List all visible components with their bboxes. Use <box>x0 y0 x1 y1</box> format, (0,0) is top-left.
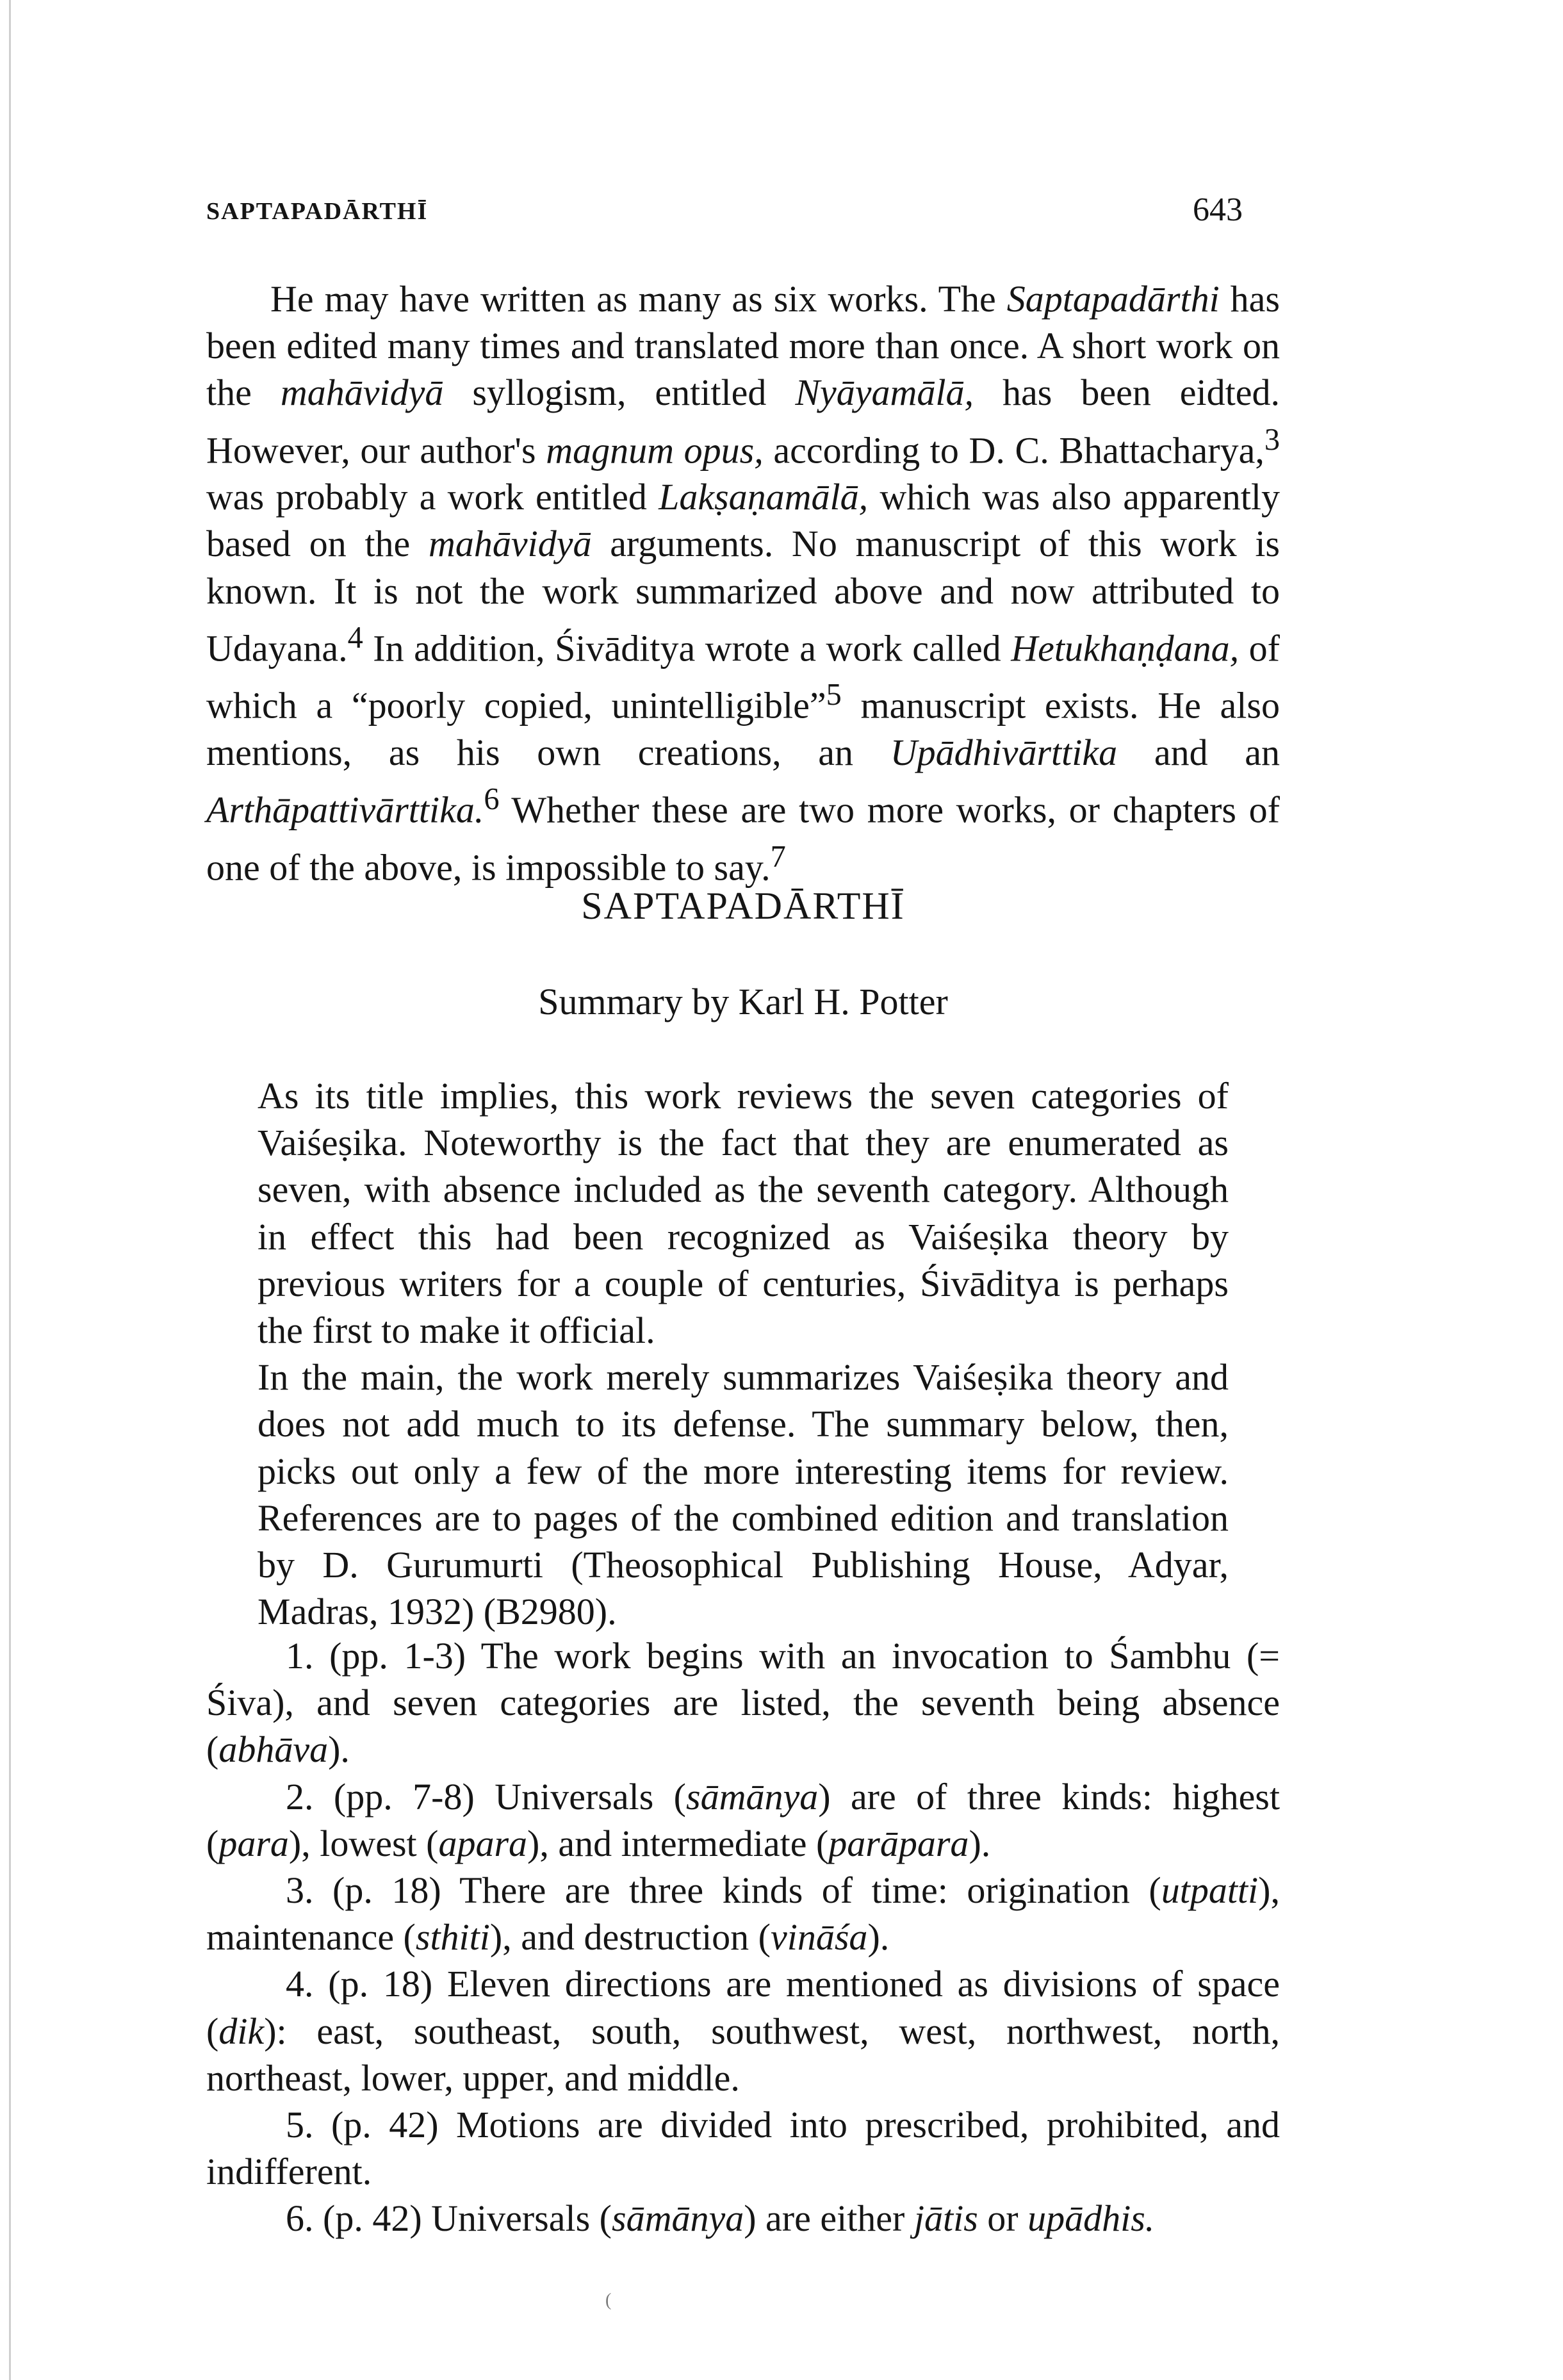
italic-term: utpatti <box>1161 1869 1259 1912</box>
italic-term: Arthāpattivārttika. <box>206 789 484 831</box>
italic-term: Hetukhaṇḍana, <box>1011 627 1240 669</box>
text-run: ) are either <box>744 2197 914 2240</box>
text-run: As its title implies, this work reviews the seven categories of Vaiśeṣika. Noteworthy is the fact that they are enumerated as seven, with absence included as the seventh category. Although in effect this had been recognized as Vaiśeṣika theory by previous writers for a couple of centuries, Śivāditya is perhaps the first to make it official. <box>258 1075 1229 1352</box>
text-run: ), maintenance ( <box>206 1869 1280 1958</box>
text-run: ), lowest ( <box>288 1822 439 1864</box>
numbered-item <box>206 1960 1280 2101</box>
summary-paragraph <box>258 1072 1229 1354</box>
text-run: 6. (p. 42) Universals ( <box>286 2197 612 2240</box>
text-run: ). <box>969 1822 991 1864</box>
footnote-marker: 3 <box>1264 422 1280 457</box>
italic-term: jātis <box>913 2197 978 2240</box>
italic-term: abhāva <box>218 1728 329 1771</box>
text-run: of which a “poorly copied, unintelligible” <box>206 627 1280 726</box>
text-run: manuscript exists. He also mentions, as his own creations, an <box>206 684 1280 773</box>
summary-paragraph <box>258 1354 1229 1635</box>
footer-mark: ( <box>605 2290 612 2310</box>
italic-term: Nyāyamālā, <box>795 372 974 414</box>
italic-term: sāmānya <box>612 2197 744 2240</box>
text-run: has been edited many times and translated more than once. A short work on the <box>206 278 1280 414</box>
italic-term: upādhis. <box>1027 2197 1155 2240</box>
italic-term: sāmānya <box>686 1775 819 1818</box>
text-run: according to D. C. Bhattacharya, <box>763 429 1264 471</box>
italic-term: para <box>218 1822 289 1864</box>
italic-term: Lakṣaṇamālā, <box>659 476 869 518</box>
intro-paragraph <box>206 275 1280 890</box>
numbered-item <box>206 1773 1280 1867</box>
text-run: has been eidted. However, our author's <box>206 372 1281 471</box>
text-run: arguments. No manuscript of this work is known. It is not the work summarized above and now attributed to Udayana. <box>206 523 1280 669</box>
text-run: ). <box>867 1916 890 1958</box>
text-run: 3. (p. 18) There are three kinds of time: origination ( <box>286 1869 1161 1912</box>
text-run: 4. (p. 18) Eleven directions are mentioned as divisions of space ( <box>206 1963 1280 2052</box>
numbered-item <box>206 2195 1280 2242</box>
footnote-marker: 7 <box>770 839 786 874</box>
text-run: or <box>978 2197 1028 2240</box>
text-run: and an <box>1117 731 1280 773</box>
italic-term: sthiti <box>415 1916 490 1958</box>
footnote-marker: 6 <box>484 782 500 817</box>
intro-section <box>206 275 1280 890</box>
italic-term: parāpara <box>828 1822 969 1864</box>
numbered-item <box>206 1867 1280 1960</box>
footnote-marker: 4 <box>347 620 363 655</box>
text-run: ), and intermediate ( <box>527 1822 829 1864</box>
text-run: ). <box>328 1728 350 1771</box>
italic-term: vināśa <box>771 1916 868 1958</box>
italic-term: magnum opus, <box>546 429 764 471</box>
text-run: which was also apparently based on the <box>206 476 1280 565</box>
summary-section <box>258 1072 1229 1635</box>
italic-term: mahāvidyā <box>429 523 592 565</box>
text-run: 1. (pp. 1-3) The work begins with an invocation to Śambhu (= Śiva), and seven categories are listed, the seventh being absence ( <box>206 1635 1280 1771</box>
text-run: 2. (pp. 7-8) Universals ( <box>286 1775 686 1818</box>
text-run: Whether these are two more works, or chapters of one of the above, is impossible to say. <box>206 789 1280 888</box>
numbered-item <box>206 2101 1280 2195</box>
section-byline: Summary by Karl H. Potter <box>538 981 948 1022</box>
text-run: syllogism, entitled <box>443 372 796 414</box>
page-edge-shadow <box>9 0 11 2380</box>
text-run: ) are of three kinds: highest ( <box>206 1775 1280 1864</box>
text-run: ), and destruction ( <box>489 1916 771 1958</box>
text-run: ): east, southeast, south, southwest, west, northwest, north, northeast, lower, upper, and middle. <box>206 2010 1280 2099</box>
section-title: SAPTAPADĀRTHĪ <box>581 885 905 927</box>
text-run: He may have written as many as six works. The <box>270 278 1007 320</box>
italic-term: Saptapadārthi <box>1006 278 1220 320</box>
text-run: In the main, the work merely summarizes Vaiśeṣika theory and does not add much to its defense. The summary below, then, picks out only a few of the more interesting items for review. References are to pages of the combined edition and translation by D. Gurumurti (Theosophical Publishing House, Adyar, Madras, 1932) (B2980). <box>258 1356 1229 1633</box>
text-run: was probably a work entitled <box>206 476 659 518</box>
text-run: In addition, Śivāditya wrote a work called <box>363 627 1011 669</box>
numbered-items-section <box>206 1632 1280 2242</box>
italic-term: apara <box>438 1822 528 1864</box>
footnote-marker: 5 <box>826 678 842 712</box>
italic-term: dik <box>218 2010 265 2052</box>
page-number: 643 <box>1193 192 1243 228</box>
running-head: SAPTAPADĀRTHĪ <box>206 198 429 225</box>
text-run: 5. (p. 42) Motions are divided into prescribed, prohibited, and indifferent. <box>206 2104 1280 2193</box>
italic-term: mahāvidyā <box>280 372 444 414</box>
italic-term: Upādhivārttika <box>890 731 1118 773</box>
numbered-item <box>206 1632 1280 1773</box>
